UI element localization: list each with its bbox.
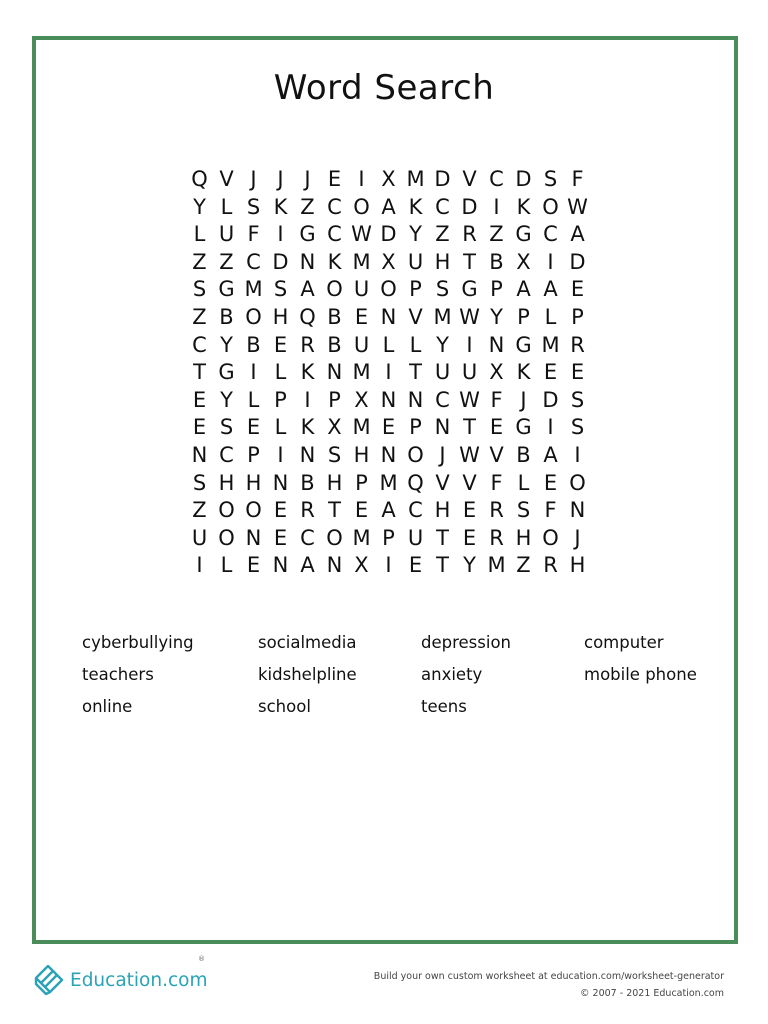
grid-letter: S [516,498,531,523]
grid-letter: L [382,332,395,357]
grid-letter: W [567,194,588,219]
grid-letter: L [544,304,557,329]
grid-letter: X [381,167,396,191]
grid-letter: J [439,442,446,467]
education-logo-icon [32,962,68,998]
grid-letter: N [299,442,316,467]
grid-letter: G [515,415,532,440]
grid-letter: A [300,277,315,302]
word-list-item: cyberbullying [82,633,194,652]
grid-letter: N [191,442,208,467]
grid-letter: I [304,387,311,412]
grid-row [186,359,592,387]
grid-letter: F [571,167,584,191]
word-list-item: mobile phone [584,665,697,684]
grid-letter: A [570,222,585,247]
grid-letter: K [327,249,342,274]
grid-letter: H [272,304,289,329]
grid-letter: J [304,167,311,191]
grid-letter: O [569,470,586,495]
grid-letter: M [352,249,371,274]
grid-letter: B [327,332,342,357]
grid-letter: E [462,525,477,550]
grid-letter: O [353,194,370,219]
grid-letter: N [488,332,505,357]
grid-letter: H [434,249,451,274]
grid-letter: R [489,498,504,523]
grid-letter: F [490,470,503,495]
grid-letter: C [327,194,342,219]
grid-letter: P [517,304,530,329]
grid-letter: E [570,277,585,302]
word-list-item: teens [421,697,467,716]
grid-row [186,387,592,415]
grid-letter: W [459,442,480,467]
grid-letter: Y [490,304,503,329]
grid-letter: N [272,470,289,495]
grid-letter: O [245,498,262,523]
grid-letter: V [462,167,477,191]
grid-letter: P [409,277,422,302]
grid-letter: U [191,525,208,550]
word-list-item: depression [421,633,512,652]
grid-letter: Z [516,553,531,578]
grid-letter: R [300,332,315,357]
grid-letter: D [515,167,532,191]
grid-letter: C [435,194,450,219]
grid-letter: O [218,525,235,550]
grid-letter: H [515,525,532,550]
grid-letter: B [516,442,531,467]
grid-letter: L [274,360,287,385]
grid-row [186,414,592,442]
grid-letter: I [250,360,257,385]
grid-letter: H [353,442,370,467]
grid-letter: F [490,387,503,412]
grid-letter: E [381,415,396,440]
grid-letter: M [352,360,371,385]
grid-letter: G [299,222,316,247]
grid-letter: E [246,415,261,440]
grid-letter: M [406,167,425,191]
grid-letter: O [245,304,262,329]
grid-letter: B [246,332,261,357]
grid-letter: L [247,387,260,412]
grid-letter: S [246,194,261,219]
grid-letter: S [192,277,207,302]
grid-letter: A [543,277,558,302]
grid-letter: S [570,387,585,412]
grid-letter: E [354,498,369,523]
grid-letter: V [408,304,423,329]
grid-letter: O [380,277,397,302]
grid-letter: Z [192,304,207,329]
grid-letter: X [354,553,369,578]
grid-letter: L [220,194,233,219]
grid-letter: N [326,360,343,385]
brand-name: Education.com [70,969,208,991]
grid-letter: P [409,415,422,440]
word-list [82,632,722,718]
grid-letter: G [461,277,478,302]
grid-letter: Q [191,167,208,191]
grid-letter: E [354,304,369,329]
grid-letter: M [379,470,398,495]
copyright-text: © 2007 - 2021 Education.com [580,988,724,999]
grid-row [186,497,592,525]
grid-letter: S [219,415,234,440]
grid-letter: U [461,360,478,385]
grid-letter: N [299,249,316,274]
grid-letter: D [542,387,559,412]
grid-row [186,194,592,222]
grid-letter: C [408,498,423,523]
grid-letter: B [219,304,234,329]
grid-letter: I [547,415,554,440]
grid-letter: E [273,525,288,550]
grid-letter: D [272,249,289,274]
grid-letter: V [435,470,450,495]
grid-letter: T [193,360,206,385]
grid-letter: U [407,525,424,550]
grid-letter: U [434,360,451,385]
grid-letter: G [218,360,235,385]
grid-letter: K [516,360,531,385]
grid-letter: H [245,470,262,495]
grid-letter: O [326,525,343,550]
grid-row [186,442,592,470]
grid-letter: I [358,167,365,191]
grid-row [186,166,592,194]
grid-letter: Z [219,249,234,274]
grid-letter: I [385,553,392,578]
grid-letter: P [382,525,395,550]
word-list-item: computer [584,633,664,652]
grid-letter: Z [300,194,315,219]
grid-letter: I [547,249,554,274]
grid-letter: H [569,553,586,578]
grid-letter: E [408,553,423,578]
grid-letter: B [327,304,342,329]
grid-letter: W [459,387,480,412]
grid-letter: P [490,277,503,302]
grid-row [186,221,592,249]
grid-letter: P [274,387,287,412]
grid-letter: T [409,360,422,385]
grid-letter: X [354,387,369,412]
grid-letter: S [435,277,450,302]
grid-letter: R [543,553,558,578]
grid-letter: G [515,222,532,247]
word-list-item: anxiety [421,665,483,684]
grid-letter: L [193,222,206,247]
grid-letter: I [493,194,500,219]
grid-letter: E [570,360,585,385]
grid-letter: N [245,525,262,550]
grid-letter: Q [299,304,316,329]
grid-row [186,304,592,332]
grid-letter: P [247,442,260,467]
grid-letter: E [273,498,288,523]
grid-letter: E [543,470,558,495]
registered-mark: ® [198,955,205,963]
grid-letter: P [355,470,368,495]
grid-letter: H [434,498,451,523]
grid-letter: O [407,442,424,467]
letter-grid [186,166,592,580]
grid-row [186,525,592,553]
grid-letter: C [543,222,558,247]
grid-letter: C [192,332,207,357]
grid-letter: M [244,277,263,302]
grid-letter: R [570,332,585,357]
grid-letter: T [436,553,449,578]
grid-letter: O [326,277,343,302]
grid-letter: P [328,387,341,412]
grid-letter: J [574,525,581,550]
grid-letter: A [516,277,531,302]
grid-row [186,470,592,498]
grid-letter: V [219,167,234,191]
grid-letter: K [300,415,315,440]
grid-letter: K [300,360,315,385]
grid-letter: C [300,525,315,550]
grid-letter: E [273,332,288,357]
grid-letter: O [542,525,559,550]
grid-letter: L [220,553,233,578]
grid-letter: R [300,498,315,523]
grid-letter: X [381,249,396,274]
word-list-item: kidshelpline [258,665,357,684]
grid-letter: X [516,249,531,274]
word-list-item: school [258,697,311,716]
grid-row [186,276,592,304]
grid-letter: X [327,415,342,440]
grid-letter: C [327,222,342,247]
grid-letter: T [328,498,341,523]
grid-row [186,552,592,580]
grid-letter: I [466,332,473,357]
grid-letter: S [273,277,288,302]
grid-letter: Y [193,194,206,219]
grid-letter: D [434,167,451,191]
word-list-item: socialmedia [258,633,357,652]
grid-letter: E [462,498,477,523]
grid-letter: A [543,442,558,467]
grid-letter: I [277,442,284,467]
grid-letter: K [516,194,531,219]
grid-letter: Y [436,332,449,357]
grid-letter: J [520,387,527,412]
grid-letter: K [408,194,423,219]
grid-letter: E [192,387,207,412]
grid-letter: E [327,167,342,191]
grid-letter: Y [220,387,233,412]
grid-letter: V [462,470,477,495]
grid-letter: U [353,332,370,357]
grid-letter: L [409,332,422,357]
grid-letter: A [381,498,396,523]
grid-row [186,332,592,360]
page-title: Word Search [273,68,495,108]
grid-letter: T [436,525,449,550]
grid-letter: N [326,553,343,578]
grid-letter: X [489,360,504,385]
grid-letter: U [218,222,235,247]
grid-letter: D [380,222,397,247]
grid-letter: U [353,277,370,302]
brand-logo[interactable] [32,962,208,998]
grid-letter: Q [407,470,424,495]
grid-letter: E [192,415,207,440]
grid-letter: I [385,360,392,385]
grid-letter: F [247,222,260,247]
worksheet-generator-link[interactable]: Build your own custom worksheet at education.com/worksheet-generator [373,971,724,982]
grid-letter: N [272,553,289,578]
grid-letter: N [380,387,397,412]
grid-letter: J [277,167,284,191]
grid-letter: M [352,415,371,440]
grid-letter: M [352,525,371,550]
grid-letter: T [463,415,476,440]
grid-letter: N [380,304,397,329]
grid-letter: S [570,415,585,440]
grid-letter: B [300,470,315,495]
grid-letter: Z [192,498,207,523]
grid-letter: K [273,194,288,219]
grid-letter: C [246,249,261,274]
grid-letter: Y [409,222,422,247]
grid-letter: R [462,222,477,247]
word-list-item: teachers [82,665,154,684]
grid-letter: E [246,553,261,578]
grid-letter: C [435,387,450,412]
grid-letter: N [407,387,424,412]
grid-letter: O [542,194,559,219]
grid-letter: M [487,553,506,578]
grid-letter: M [433,304,452,329]
grid-letter: I [574,442,581,467]
grid-letter: N [380,442,397,467]
grid-letter: Z [435,222,450,247]
grid-letter: P [571,304,584,329]
grid-letter: J [250,167,257,191]
grid-letter: Z [489,222,504,247]
grid-letter: H [218,470,235,495]
grid-letter: F [544,498,557,523]
grid-letter: I [277,222,284,247]
grid-letter: A [381,194,396,219]
grid-letter: C [219,442,234,467]
grid-letter: Z [192,249,207,274]
grid-letter: W [459,304,480,329]
grid-letter: S [192,470,207,495]
grid-letter: M [541,332,560,357]
grid-letter: E [489,415,504,440]
grid-row [186,249,592,277]
grid-letter: O [218,498,235,523]
grid-letter: Y [463,553,476,578]
grid-letter: Y [220,332,233,357]
grid-letter: B [489,249,504,274]
grid-letter: W [351,222,372,247]
grid-letter: L [517,470,530,495]
grid-letter: E [543,360,558,385]
word-list-item: online [82,697,133,716]
grid-letter: L [274,415,287,440]
grid-letter: G [515,332,532,357]
grid-letter: D [461,194,478,219]
grid-letter: D [569,249,586,274]
grid-letter: U [407,249,424,274]
grid-letter: T [463,249,476,274]
grid-letter: C [489,167,504,191]
grid-letter: R [489,525,504,550]
grid-letter: V [489,442,504,467]
grid-letter: N [434,415,451,440]
grid-letter: G [218,277,235,302]
footer-info [374,968,724,1002]
grid-letter: I [196,553,203,578]
grid-letter: A [300,553,315,578]
grid-letter: S [543,167,558,191]
grid-letter: S [327,442,342,467]
grid-letter: N [569,498,586,523]
grid-letter: H [326,470,343,495]
